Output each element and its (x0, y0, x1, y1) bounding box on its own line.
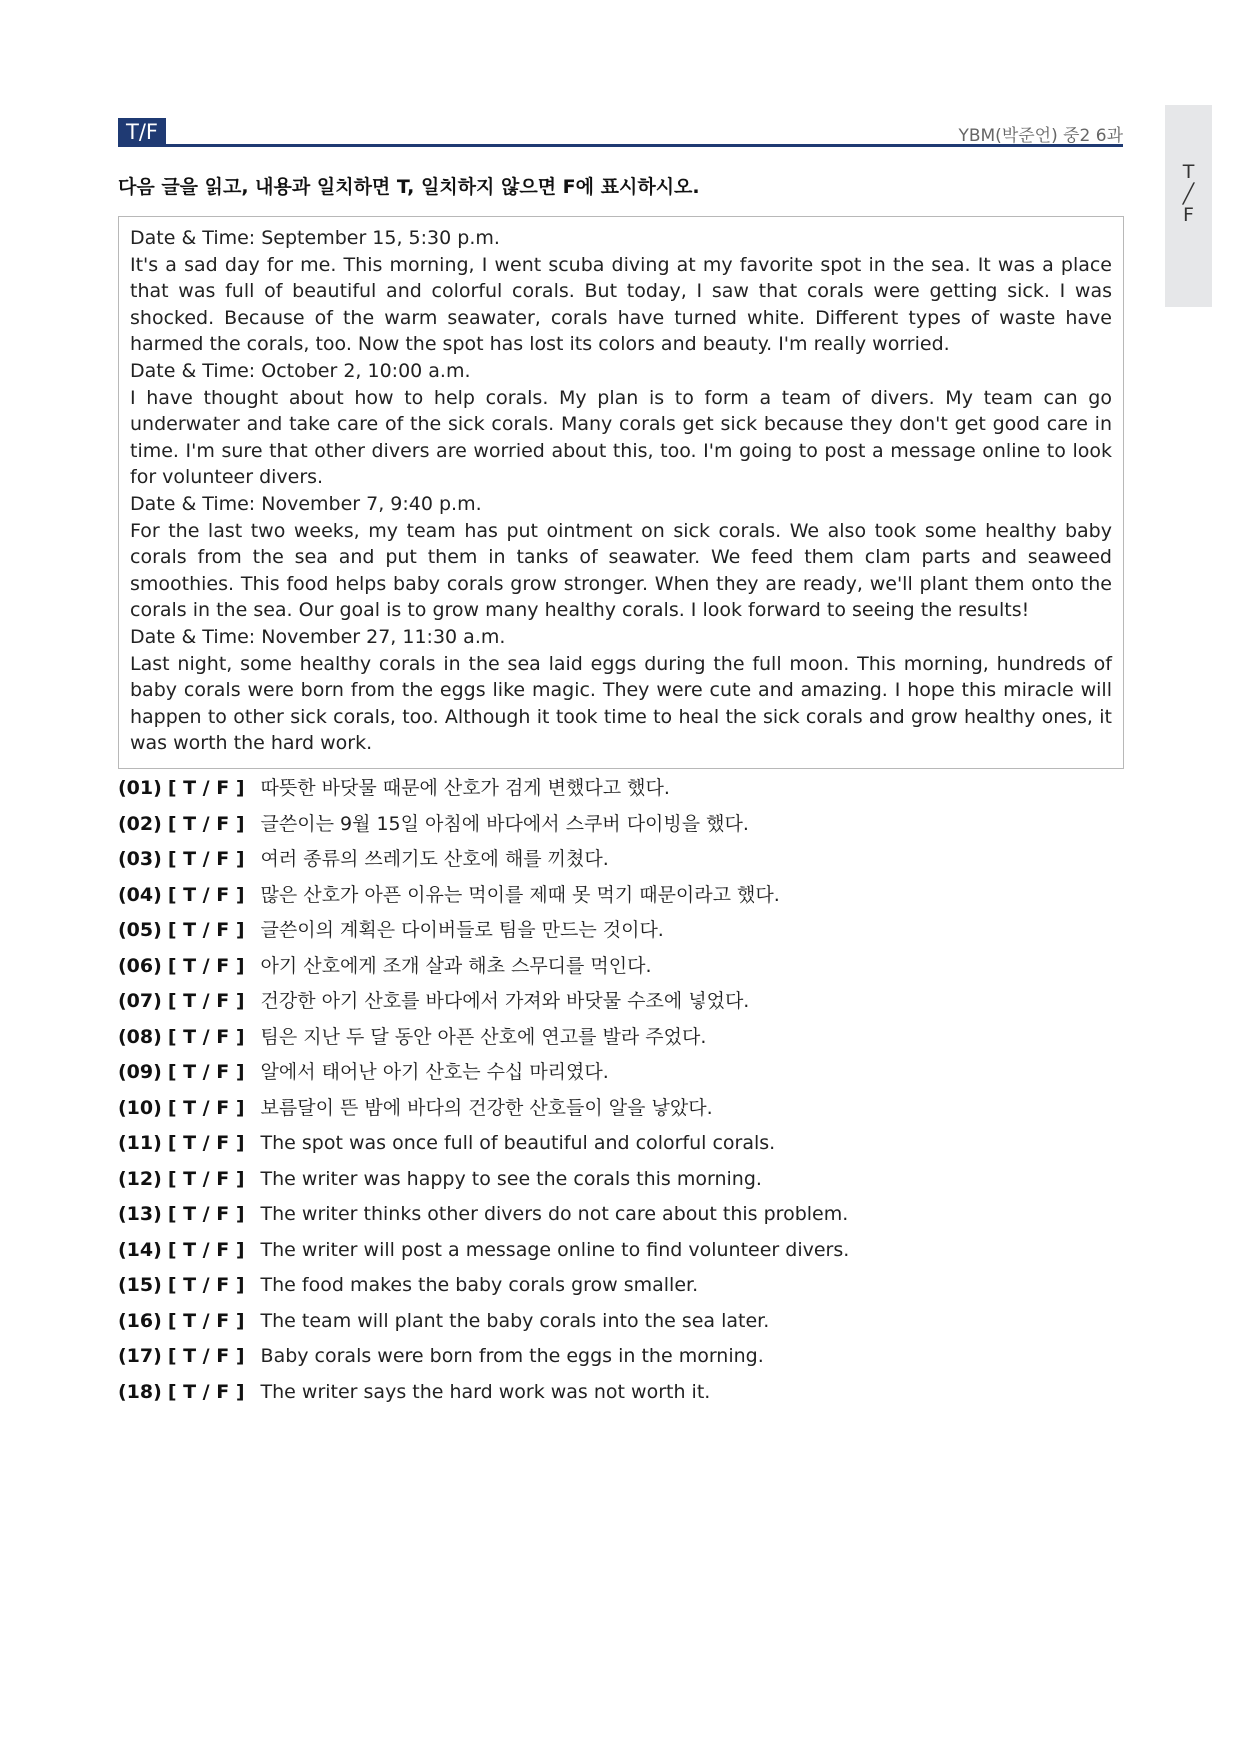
tf-choice[interactable]: [ T / F ] (167, 919, 245, 941)
tf-choice[interactable]: [ T / F ] (167, 1238, 245, 1261)
question-number: (12) (118, 1167, 162, 1190)
entry-date: Date & Time: November 27, 11:30 a.m. (130, 625, 506, 648)
question-item (118, 1339, 1123, 1375)
question-text: 팀은 지난 두 달 동안 아픈 산호에 연고를 발라 주었다. (260, 1025, 707, 1048)
question-number: (13) (118, 1203, 162, 1225)
entry-body: I have thought about how to help corals. My plan is to form a team of divers. My team can go underwater and take care of the sick corals. Many corals get sick because they don't get good care in time. I'm sure that other divers are worried about this, too. I'm going to post a message online to look for volunteer divers. (130, 386, 1112, 489)
question-text: 건강한 아기 산호를 바다에서 가져와 바닷물 수조에 넣었다. (260, 990, 750, 1012)
instruction-text: 다음 글을 읽고, 내용과 일치하면 T, 일치하지 않으면 F에 표시하시오. (118, 176, 700, 198)
question-text: 글쓴이의 계획은 다이버들로 팀을 만드는 것이다. (260, 919, 664, 941)
question-number: (05) (118, 919, 162, 941)
question-text: The writer will post a message online to find volunteer divers. (260, 1238, 850, 1261)
question-item (118, 913, 1123, 949)
question-item (118, 842, 1123, 878)
source-label: YBM(박준언) 중2 6과 (958, 126, 1123, 146)
entry-date: Date & Time: November 7, 9:40 p.m. (130, 492, 482, 515)
tf-choice[interactable]: [ T / F ] (167, 1061, 245, 1083)
tf-choice[interactable]: [ T / F ] (167, 990, 245, 1012)
question-text: The team will plant the baby corals into the sea later. (260, 1309, 770, 1332)
question-number: (04) (118, 883, 162, 906)
question-text: The writer was happy to see the corals this morning. (260, 1167, 762, 1190)
question-number: (11) (118, 1132, 162, 1154)
question-text: The food makes the baby corals grow smaller. (260, 1274, 699, 1296)
reading-passage (118, 216, 1124, 769)
tf-choice[interactable]: [ T / F ] (167, 1025, 245, 1048)
tf-choice[interactable]: [ T / F ] (167, 1167, 245, 1190)
question-list (118, 771, 1123, 1410)
tf-choice[interactable]: [ T / F ] (167, 1132, 245, 1154)
question-text: 따뜻한 바닷물 때문에 산호가 검게 변했다고 했다. (260, 777, 670, 799)
tf-choice[interactable]: [ T / F ] (167, 848, 245, 870)
entry-body: It's a sad day for me. This morning, I went scuba diving at my favorite spot in the sea. It was a place that was full of beautiful and colorful corals. But today, I saw that corals were getting sick. I was shocked. Because of the warm seawater, corals have turned white. Different types of waste have harmed the corals, too. Now the spot has lost its colors and beauty. I'm really worried. (130, 253, 1112, 356)
entry-body: Last night, some healthy corals in the sea laid eggs during the full moon. This morning, hundreds of baby corals were born from the eggs like magic. They were cute and amazing. I hope this miracle will happen to other sick corals, too. Although it took time to heal the sick corals and grow healthy ones, it was worth the hard work. (130, 652, 1112, 755)
entry-body: For the last two weeks, my team has put ointment on sick corals. We also took some healthy baby corals from the sea and put them in tanks of seawater. We feed them clam parts and seaweed smoothies. This food helps baby corals grow stronger. When they are ready, we'll plant them onto the corals in the sea. Our goal is to grow many healthy corals. I look forward to seeing the results! (130, 519, 1112, 622)
question-text: 여러 종류의 쓰레기도 산호에 해를 끼쳤다. (260, 848, 609, 870)
question-number: (08) (118, 1025, 162, 1048)
entry-date: Date & Time: September 15, 5:30 p.m. (130, 227, 500, 249)
question-item (118, 1162, 1123, 1198)
tf-choice[interactable]: [ T / F ] (167, 1274, 245, 1296)
question-item (118, 1055, 1123, 1091)
side-tab-f: F (1183, 204, 1194, 226)
tf-choice[interactable]: [ T / F ] (167, 1309, 245, 1332)
question-item (118, 949, 1123, 985)
question-number: (03) (118, 848, 162, 870)
tf-choice[interactable]: [ T / F ] (167, 1345, 245, 1367)
question-number: (01) (118, 777, 162, 799)
tf-choice[interactable]: [ T / F ] (167, 777, 245, 799)
question-item (118, 1375, 1123, 1411)
entry-date: Date & Time: October 2, 10:00 a.m. (130, 359, 471, 382)
section-tab: T/F (118, 118, 166, 146)
question-item (118, 984, 1123, 1020)
question-text: 아기 산호에게 조개 살과 해초 스무디를 먹인다. (260, 954, 652, 977)
question-text: 많은 산호가 아픈 이유는 먹이를 제때 못 먹기 때문이라고 했다. (260, 883, 780, 906)
tf-choice[interactable]: [ T / F ] (167, 812, 245, 835)
question-item (118, 878, 1123, 914)
tf-choice[interactable]: [ T / F ] (167, 1380, 245, 1403)
question-text: 글쓴이는 9월 15일 아침에 바다에서 스쿠버 다이빙을 했다. (260, 812, 749, 835)
question-text: Baby corals were born from the eggs in the morning. (260, 1345, 764, 1367)
tf-choice[interactable]: [ T / F ] (167, 1096, 245, 1119)
question-item (118, 1091, 1123, 1127)
question-item (118, 1304, 1123, 1340)
question-item (118, 1233, 1123, 1269)
question-item (118, 1126, 1123, 1162)
question-number: (15) (118, 1274, 162, 1296)
tf-choice[interactable]: [ T / F ] (167, 883, 245, 906)
question-number: (02) (118, 812, 162, 835)
question-number: (10) (118, 1096, 162, 1119)
question-text: The writer thinks other divers do not care about this problem. (260, 1203, 849, 1225)
question-text: The writer says the hard work was not worth it. (260, 1380, 711, 1403)
question-number: (06) (118, 954, 162, 977)
question-item (118, 1197, 1123, 1233)
question-number: (14) (118, 1238, 162, 1261)
side-index-tab (1165, 105, 1212, 307)
tf-choice[interactable]: [ T / F ] (167, 954, 245, 977)
question-item (118, 771, 1123, 807)
question-number: (16) (118, 1309, 162, 1332)
question-number: (17) (118, 1345, 162, 1367)
question-text: 알에서 태어난 아기 산호는 수십 마리였다. (260, 1061, 609, 1083)
side-tab-slash: ╱ (1182, 183, 1195, 205)
side-tab-t: T (1182, 161, 1195, 183)
question-number: (18) (118, 1380, 162, 1403)
question-item (118, 1268, 1123, 1304)
tf-choice[interactable]: [ T / F ] (167, 1203, 245, 1225)
question-item (118, 1020, 1123, 1056)
question-number: (09) (118, 1061, 162, 1083)
question-text: The spot was once full of beautiful and colorful corals. (260, 1132, 776, 1154)
question-number: (07) (118, 990, 162, 1012)
question-text: 보름달이 뜬 밤에 바다의 건강한 산호들이 알을 낳았다. (260, 1096, 713, 1119)
question-item (118, 807, 1123, 843)
